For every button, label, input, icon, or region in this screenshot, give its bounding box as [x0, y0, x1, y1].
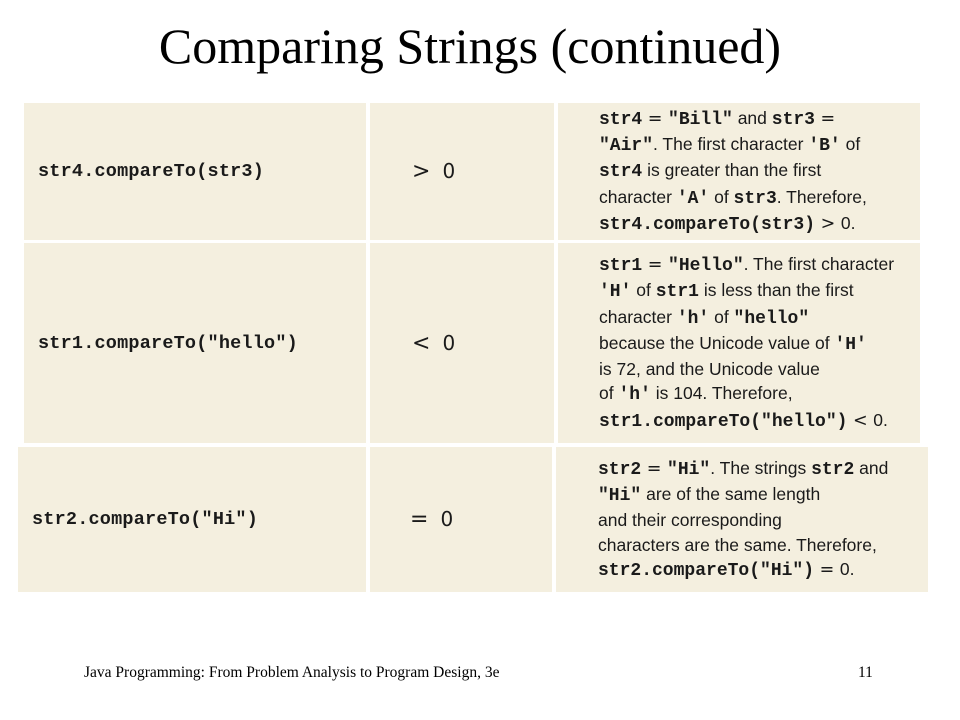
code-fragment: "hello" [733, 308, 810, 329]
explanation-fragment: character [599, 306, 677, 327]
expression-cell [18, 447, 366, 592]
explanation-line [598, 508, 888, 532]
expression-cell [24, 103, 366, 240]
explanation-line [599, 185, 867, 211]
code-fragment: str2.compareTo("Hi") [598, 560, 815, 581]
explanation-line [599, 408, 894, 434]
code-fragment: str2 [811, 459, 855, 480]
result-cell [370, 243, 554, 443]
explanation-line [598, 456, 888, 482]
slide-title: Comparing Strings (continued) [158, 18, 782, 74]
explanation-line [599, 211, 867, 237]
explanation-fragment: = [642, 255, 669, 276]
expression-text: str4.compareTo(str3) [38, 161, 265, 182]
table-row [18, 447, 928, 592]
explanation-line [599, 278, 894, 304]
explanation-fragment: are of the same length [641, 484, 821, 505]
explanation-fragment: < [847, 410, 874, 431]
explanation-fragment: because the Unicode value of [599, 332, 835, 353]
expression-text: str1.compareTo("hello") [38, 332, 298, 354]
code-fragment: str1 [599, 256, 643, 277]
code-fragment: str2 [598, 459, 642, 480]
code-fragment: str3 [733, 188, 777, 209]
explanation-line [599, 252, 894, 278]
result-cell [370, 447, 552, 592]
code-fragment: str3 [771, 109, 815, 130]
explanation-fragment: and their corresponding [598, 510, 782, 531]
explanation-fragment: = [814, 108, 836, 129]
explanation-fragment: = [642, 108, 669, 129]
table-row [24, 103, 920, 240]
code-fragment: str1 [655, 282, 699, 303]
explanation-line [598, 557, 888, 583]
explanation-line [599, 381, 894, 407]
explanation-fragment: 0. [873, 409, 888, 430]
explanation-fragment: of [709, 306, 734, 327]
page-number: 11 [858, 664, 873, 681]
explanation-fragment: 0. [839, 558, 855, 579]
code-fragment: "Hello" [668, 256, 744, 277]
explanation-fragment: > [815, 213, 841, 234]
result-cell [370, 103, 554, 240]
explanation-fragment: of [840, 134, 861, 155]
result-text: < 0 [412, 330, 456, 356]
explanation-line [598, 533, 888, 557]
explanation-cell [558, 243, 920, 443]
explanation-line [599, 305, 894, 331]
explanation-fragment: and [854, 457, 889, 478]
code-fragment: 'B' [808, 136, 841, 157]
explanation-fragment: . The first character [653, 134, 809, 155]
explanation-fragment: . Therefore, [776, 186, 867, 207]
explanation-fragment: = [641, 458, 668, 479]
explanation-fragment: of [709, 186, 734, 207]
explanation-line [599, 158, 867, 184]
explanation-fragment: of [631, 280, 656, 301]
explanation-text [598, 456, 888, 583]
code-fragment: "Air" [599, 136, 654, 157]
explanation-fragment: is 72, and the Unicode value [599, 359, 820, 380]
explanation-fragment: and [732, 107, 772, 128]
explanation-fragment: is less than the first [698, 280, 854, 301]
code-fragment: str4 [599, 109, 643, 130]
code-fragment: "Hi" [667, 459, 711, 480]
code-fragment: 'H' [599, 282, 632, 303]
expression-text: str2.compareTo("Hi") [32, 509, 259, 530]
explanation-fragment: characters are the same. Therefore, [598, 534, 877, 555]
footer-caption: Java Programming: From Problem Analysis to Program Design, 3e [84, 664, 500, 681]
explanation-text [599, 252, 894, 433]
explanation-line [599, 357, 894, 381]
explanation-fragment: 0. [840, 212, 856, 233]
code-fragment: 'H' [834, 334, 867, 355]
explanation-line [598, 482, 888, 508]
code-fragment: str1.compareTo("hello") [599, 411, 848, 432]
result-text: > 0 [412, 159, 456, 184]
explanation-fragment: of [599, 383, 619, 404]
explanation-fragment: = [814, 559, 840, 580]
explanation-fragment: . The strings [710, 457, 812, 478]
code-fragment: 'h' [618, 385, 651, 406]
code-fragment: 'A' [676, 188, 710, 209]
explanation-fragment: . The first character [743, 254, 895, 275]
result-text: = 0 [410, 507, 454, 532]
expression-cell [24, 243, 366, 443]
table-row [24, 243, 920, 443]
explanation-cell [556, 447, 928, 592]
code-fragment: str4.compareTo(str3) [599, 214, 816, 235]
explanation-text [599, 106, 867, 237]
explanation-line [599, 132, 867, 158]
explanation-fragment: is 104. Therefore, [650, 383, 793, 404]
code-fragment: "Hi" [598, 486, 642, 507]
explanation-fragment: character [599, 186, 677, 207]
code-fragment: "Bill" [668, 109, 733, 130]
explanation-line [599, 106, 867, 132]
code-fragment: 'h' [676, 308, 710, 329]
explanation-fragment: is greater than the first [642, 160, 822, 181]
explanation-cell [558, 103, 920, 240]
explanation-line [599, 331, 894, 357]
code-fragment: str4 [599, 162, 643, 183]
